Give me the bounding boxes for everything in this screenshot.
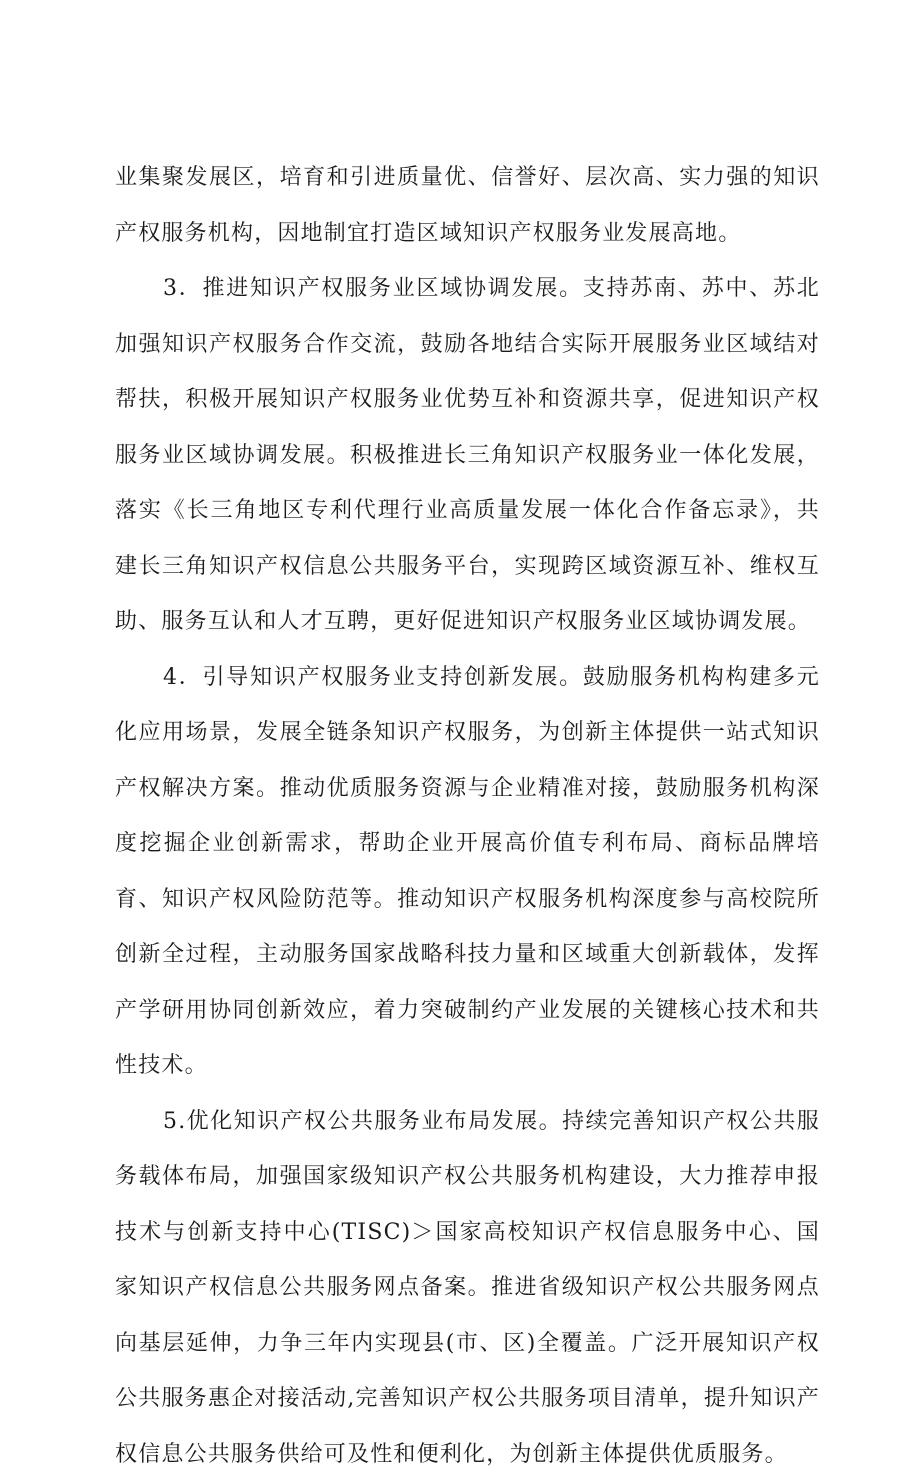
document-body — [115, 150, 820, 1482]
paragraph-item-3: 3．推进知识产权服务业区域协调发展。支持苏南、苏中、苏北加强知识产权服务合作交流，鼓励各地结合实际开展服务业区域结对帮扶，积极开展知识产权服务业优势互补和资源共享，促进知识产权服务业区域协调发展。积极推进长三角知识产权服务业一体化发展，落实《长三角地区专利代理行业高质量发展一体化合作备忘录》，共建长三角知识产权信息公共服务平台，实现跨区域资源互补、维权互助、服务互认和人才互聘，更好促进知识产权服务业区域协调发展。 — [115, 261, 820, 650]
paragraph-continued: 业集聚发展区，培育和引进质量优、信誉好、层次高、实力强的知识产权服务机构，因地制宜打造区域知识产权服务业发展高地。 — [115, 150, 820, 261]
paragraph-item-5: 5.优化知识产权公共服务业布局发展。持续完善知识产权公共服务载体布局，加强国家级知识产权公共服务机构建设，大力推荐申报技术与创新支持中心(TISC)＞国家高校知识产权信息服务中心、国家知识产权信息公共服务网点备案。推进省级知识产权公共服务网点向基层延伸，力争三年内实现县(市、区)全覆盖。广泛开展知识产权公共服务惠企对接活动,完善知识产权公共服务项目清单，提升知识产权信息公共服务供给可及性和便利化，为创新主体提供优质服务。 — [115, 1094, 820, 1482]
paragraph-item-4: 4．引导知识产权服务业支持创新发展。鼓励服务机构构建多元化应用场景，发展全链条知识产权服务，为创新主体提供一站式知识产权解决方案。推动优质服务资源与企业精准对接，鼓励服务机构深度挖掘企业创新需求，帮助企业开展高价值专利布局、商标品牌培育、知识产权风险防范等。推动知识产权服务机构深度参与高校院所创新全过程，主动服务国家战略科技力量和区域重大创新载体，发挥产学研用协同创新效应，着力突破制约产业发展的关键核心技术和共性技术。 — [115, 650, 820, 1094]
